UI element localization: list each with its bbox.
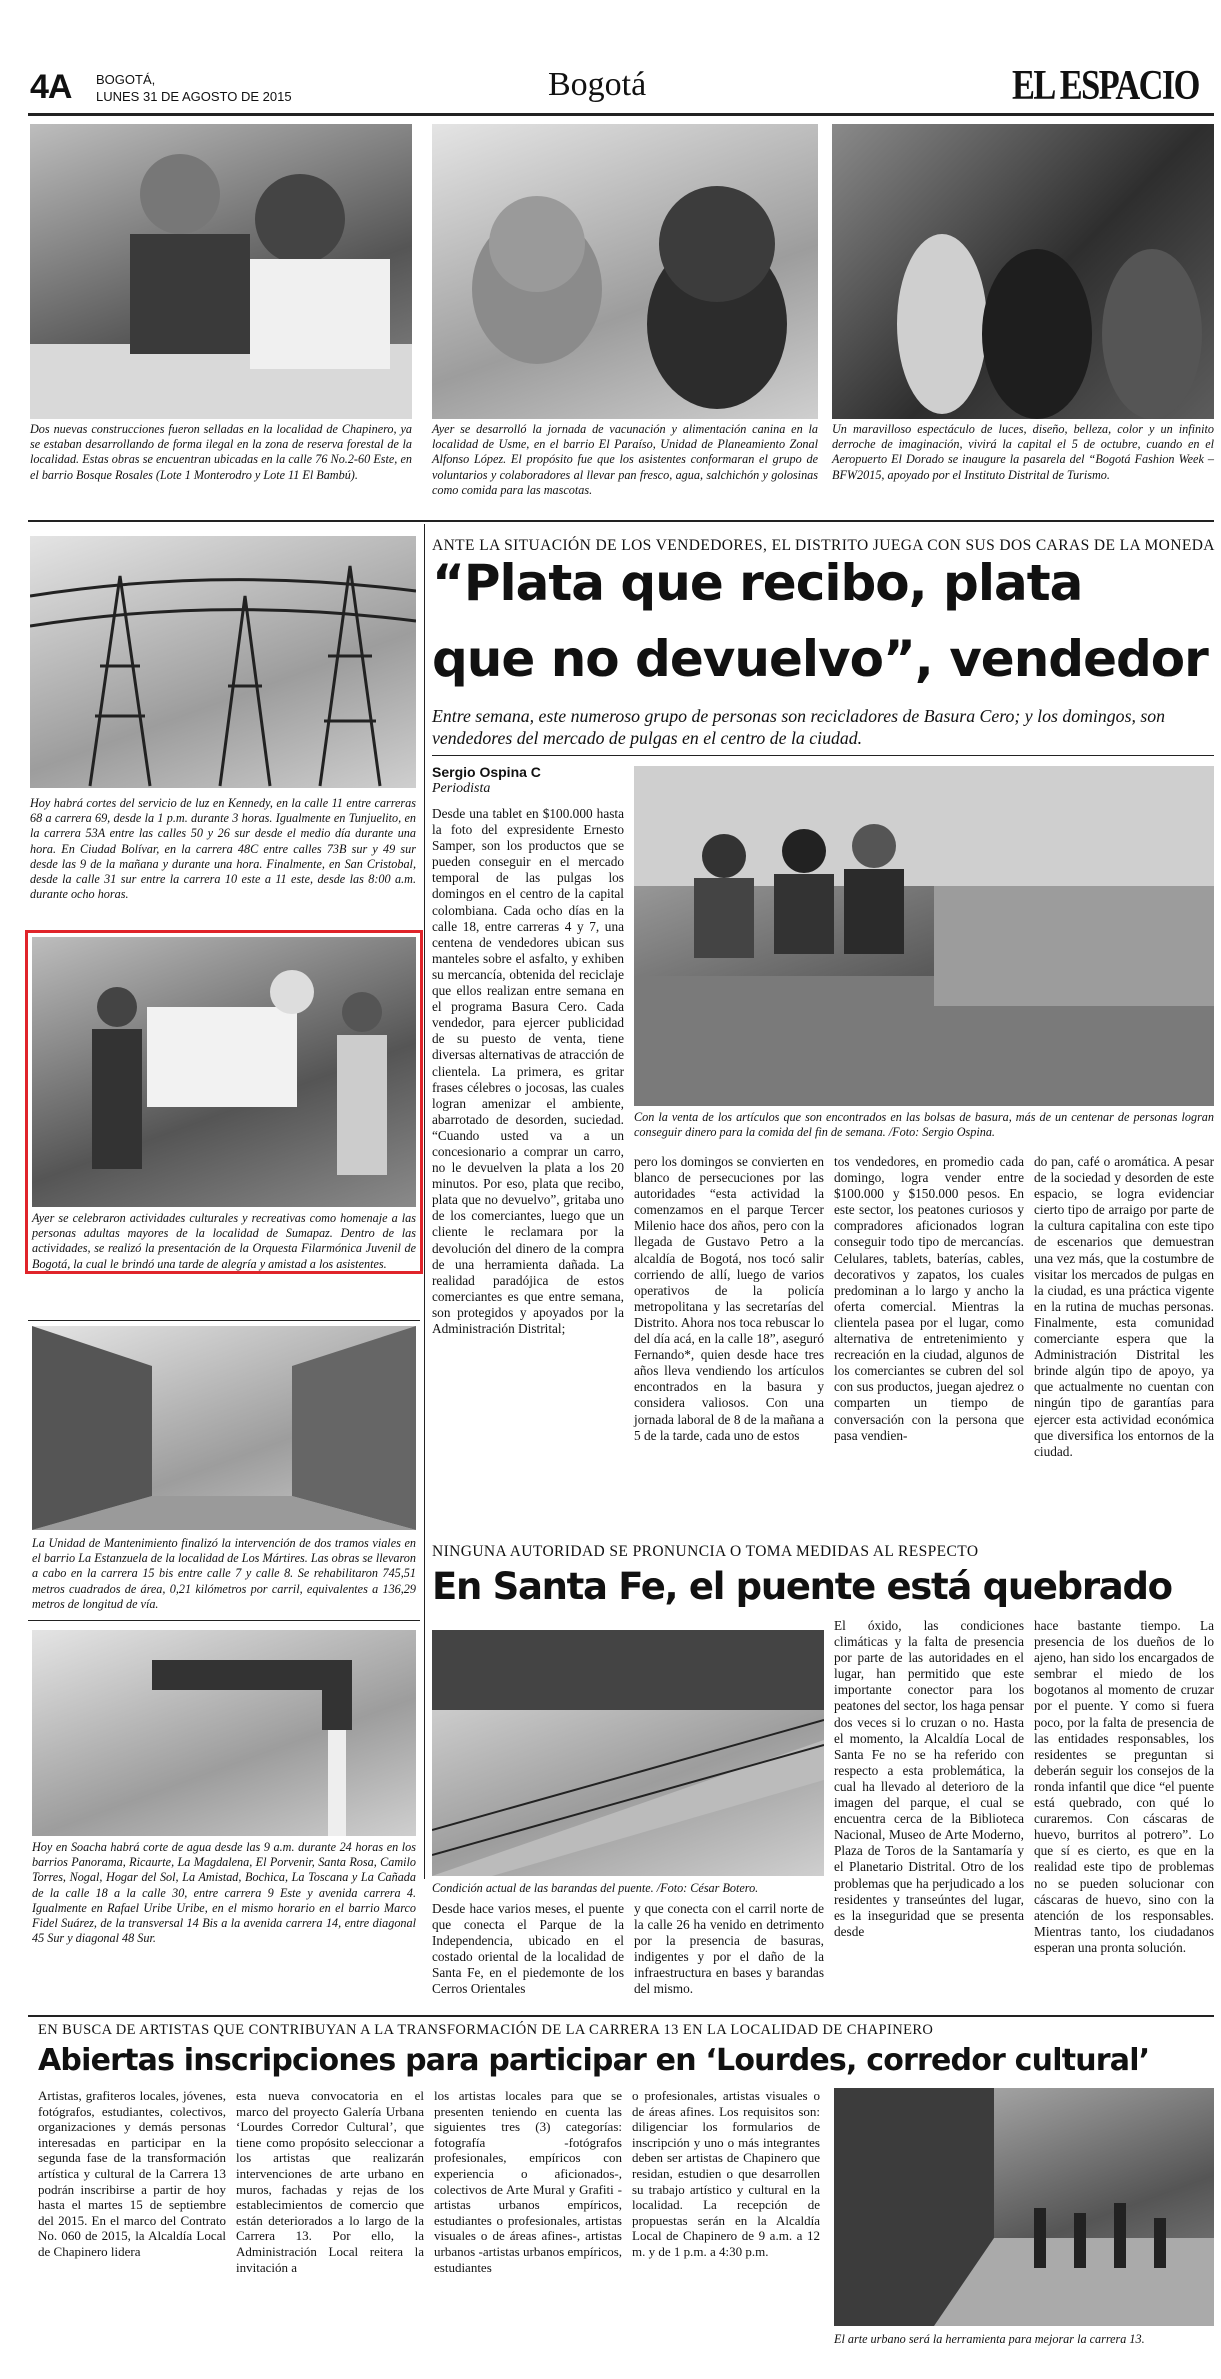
water-tap-photo <box>32 1630 416 1836</box>
fashion-photo <box>832 124 1214 419</box>
bridge-kicker: NINGUNA AUTORIDAD SE PRONUNCIA O TOMA MEDIDAS AL RESPECTO <box>432 1543 979 1560</box>
bridge-column-2: y que conecta con el carril norte de la calle 26 ha venido en detrimento por la presencia de basuras, indigentes y por el daño de la infraestructura en bases y barandas del mismo. <box>634 1901 824 1997</box>
street-art-photo <box>834 2088 1214 2326</box>
top-row-rule <box>28 520 1214 522</box>
deck-rule <box>432 755 1214 756</box>
bridge-column-1: Desde hace varios meses, el puente que conecta el Parque de la Independencia, ubicado en el costado oriental de la localidad de Santa Fe, en el piedemonte de los Cerros Orientales <box>432 1901 624 1997</box>
lead-deck: Entre semana, este numeroso grupo de personas son recicladores de Basura Cero; y los domingos, son vendedores del mercado de pulgas en el centro de la ciudad. <box>432 706 1166 748</box>
top-caption-3: Un maravilloso espectáculo de luces, diseño, belleza, color y un infinito derroche de imaginación, vivirá la capital el 5 de octubre, cuando en el Aeropuerto El Dorado se inaugure la pasarela del “Bogotá Fashion Week – BFW2015, apoyado por el Instituto Distrital de Turismo. <box>832 422 1214 482</box>
sidebar-rule-2 <box>28 1620 420 1621</box>
byline-name: Sergio Ospina C <box>432 764 541 780</box>
flea-market-caption: Con la venta de los artículos que son encontrados en las bolsas de basura, más de un centenar de personas logran conseguir dinero para la comida del fin de semana. /Foto: Sergio Ospina. <box>634 1110 1214 1140</box>
page-number: 4A <box>30 68 72 106</box>
bridge-column-4: hace bastante tiempo. La presencia de los dueños de lo ajeno, han sido los encargados de sembrar el miedo de los bogotanos al momento de cruzar por el puente. Y como si fuera poco, por la falta de presencia de las entidades responsables, los residentes se preguntan si deberán seguir los consejos de la ronda infantil que dice “el puente está quebrado, con qué lo curaremos. Con cáscaras de huevo, burritos al potrero”. Lo que sí es cierto, es que en la realidad este tipo de problemas no se pueden solucionar con cáscaras de huevo, sino con la atención de los responsables. Mientras tanto, los ciudadanos esperan una pronta solución. <box>1034 1618 1214 1955</box>
section-title: Bogotá <box>548 66 647 103</box>
byline-role: Periodista <box>432 781 491 796</box>
top-caption-2: Ayer se desarrolló la jornada de vacunación y alimentación canina en la localidad de Usme, en el barrio El Paraíso, Unidad de Planeamiento Zonal Alfonso López. El propósito fue que los asistentes conformaran el grupo de voluntarios y colaboradores al llevar pan fresco, agua, salchichón y golosinas como comida para las mascotas. <box>432 422 818 497</box>
lead-column-3: tos vendedores, en promedio cada domingo, logra vender entre $100.000 y $150.000 pesos. En este sector, los peatones curiosos y compradores aficionados logran conseguir todo tipo de mercancías. Celulares, tablets, baterías, cables, decorativos y zapatos, los cuales predominan a lo largo y ancho la oferta comercial. Mientras la clientela pasea por el lugar, como alternativa de entretenimiento y recreación en la ciudad, algunos de los comerciantes se cubren del sol con sus productos, juegan ajedrez o comparten un tiempo de conversación con la persona que pasa vendien- <box>834 1154 1024 1443</box>
street-illustration <box>32 1326 416 1530</box>
lead-headline-1: “Plata que recibo, plata <box>432 554 1083 612</box>
group-holding-sign-illustration <box>32 937 416 1207</box>
header-date: LUNES 31 DE AGOSTO DE 2015 <box>96 89 292 104</box>
flea-market-photo <box>634 766 1214 1106</box>
power-tower-illustration <box>30 536 416 788</box>
page-header <box>0 0 1221 122</box>
top-caption-1: Dos nuevas construcciones fueron selladas en la localidad de Chapinero, ya se estaban desarrollando de forma ilegal en la zona de reserva forestal de la localidad. Estas obras se encuentran ubicadas en la calle 76 No.2-60 Este, en el barrio Bosque Rosales (Lote 1 Monterodro y Lote 11 El Bambú). <box>30 422 412 482</box>
construction-photo <box>30 124 412 419</box>
bottom-headline: Abiertas inscripciones para participar en ‘Lourdes, corredor cultural’ <box>38 2043 1150 2078</box>
lead-headline-2: que no devuelvo”, vendedor <box>432 630 1208 688</box>
sidebar-rule-1 <box>28 1320 420 1321</box>
sidebar-caption-1: Hoy habrá cortes del servicio de luz en Kennedy, en la calle 11 entre carreras 68 a carrera 69, desde la 1 p.m. durante 3 horas. Igualmente en Tunjuelito, en la carrera 53A entre las calles 50 y 26 sur desde el medio día durante una hora. En Ciudad Bolívar, en la carrera 48C entre calles 73B sur y 49 sur desde las 9 de la mañana y durante una hora. Finalmente, en San Cristobal, desde la calle 31 sur entre la carrera 10 este a 11 este, desde las 8:00 a.m. durante ocho horas. <box>30 796 416 902</box>
lead-column-2: pero los domingos se convierten en blanco de persecuciones por las autoridades “esta actividad la comenzamos en el parque Tercer Milenio hace dos años, pero con la llegada de Gustavo Petro a la alcaldía de Bogotá, nos tocó salir corriendo de allí, luego de varios operativos de la policía metropolitana y las secretarías del Distrito. Ahora nos toca rebuscar lo del día acá, en la calle 18”, aseguró Fernando*, quien desde hace tres años lleva vendiendo los artículos encontrados en la basura y considera valiosos. Con una jornada laboral de 8 de la mañana a 5 de la tarde, cada uno de estos <box>634 1154 824 1443</box>
brand-logo: EL ESPACIO <box>1012 63 1199 109</box>
bottom-story-rule <box>28 2015 1214 2017</box>
power-lines-photo <box>30 536 416 788</box>
bridge-illustration <box>432 1630 824 1876</box>
street-photo <box>32 1326 416 1530</box>
street-crowd-illustration <box>834 2088 1214 2326</box>
bottom-column-2: esta nueva convocatoria en el marco del proyecto Galería Urbana ‘Lourdes Corredor Cultural’, que tiene como propósito seleccionar a los artistas que realizarán intervenciones de arte urbano en muros, fachadas y rejas de los establecimientos de comercio que están deteriorados a lo largo de la Carrera 13. Por ello, la Administración Local reitera la invitación a <box>236 2088 424 2275</box>
sidebar-caption-4: Hoy en Soacha habrá corte de agua desde las 9 a.m. durante 24 horas en los barrios Panorama, Ricaurte, La Magdalena, El Porvenir, Santa Rosa, Camilo Torres, Nogal, Hogar del Sol, La Amistad, Bochica, La Toscana y La Cañada de la calle 18 a la calle 30, entre carrera 9 Este y avenida carrera 4. Igualmente en Rafael Uribe Uribe, en el mismo horario en el barrio Marco Fidel Suárez, de la transversal 14 Bis a la avenida carrera 14, entre diagonal 45 Sur y diagonal 48 Sur. <box>32 1840 416 1946</box>
vendors-illustration <box>634 766 1214 1106</box>
header-rule <box>28 113 1214 116</box>
bridge-column-3: El óxido, las condiciones climáticas y la falta de presencia por parte de las autoridades en el lugar, han permitido que este importante conector para los peatones del sector, los haga pensar dos veces si lo cruzan o no. Hasta el momento, la Alcaldía Local de Santa Fe no se ha referido con respecto a esta problemática, la cual ha llevado al deterioro de la imagen del parque, el cual se encuentra cerca de la Biblioteca Nacional, Museo de Arte Moderno, Plaza de Toros de la Santamaría y el Planetario Distrital. Otro de los problemas que ha perjudicado a los residentes y transeúntes del lugar, es la inseguridad que se presenta desde <box>834 1618 1024 1939</box>
header-city: BOGOTÁ, <box>96 72 156 87</box>
elderly-photo <box>32 937 416 1207</box>
bridge-caption: Condición actual de las barandas del puente. /Foto: César Botero. <box>432 1881 759 1895</box>
workers-illustration <box>30 124 412 419</box>
sidebar-caption-3: La Unidad de Mantenimiento finalizó la intervención de dos tramos viales en el barrio La Estanzuela de la localidad de Los Mártires. Las obras se llevaron a cabo en la carrera 15 bis entre calle 7 y calle 8. Se rehabilitaron 745,51 metros cuadrados de área, 0,21 kilómetros por carril, equivalentes a 136,29 metros de longitud de vía. <box>32 1536 416 1611</box>
lead-kicker: ANTE LA SITUACIÓN DE LOS VENDEDORES, EL DISTRITO JUEGA CON SUS DOS CARAS DE LA MONEDA <box>432 537 1215 554</box>
runway-models-illustration <box>832 124 1214 419</box>
bottom-kicker: EN BUSCA DE ARTISTAS QUE CONTRIBUYAN A LA TRANSFORMACIÓN DE LA CARRERA 13 EN LA LOCALIDAD DE CHAPINERO <box>38 2022 934 2038</box>
lead-column-1: Desde una tablet en $100.000 hasta la foto del expresidente Ernesto Samper, son los productos que se pueden conseguir en el mercado temporal de las pulgas los domingos en el centro de la capital colombiana. Cada ocho días en la calle 18, entre carreras 4 y 7, una centena de vendedores ubican sus manteles sobre el asfalto, y exhiben su mercancía, obtenida del reciclaje que ellos realizan entre semana en el programa Basura Cero. Cada vendedor, para ejercer publicidad de su puesto de venta, tiene diversas alternativas de atracción de clientela. La primera, es gritar frases célebres o jocosas, las cuales logran amenizar el ambiente, abarrotado de desorden, suciedad. “Cuando usted va a un concesionario a comprar un carro, no le devuelven la plata a los 20 minutos. Por eso, plata que recibo, plata que no devuelvo”, gritaba uno de los comerciantes, luego que un cliente le reclamara por la devolución del dinero de la compra de una herramienta dañada. La realidad paradójica de estos comerciantes es que entre semana, son protegidos y apoyados por la Administración Distrital; <box>432 806 624 1336</box>
faucet-illustration <box>32 1630 416 1836</box>
pets-photo <box>432 124 818 419</box>
bridge-photo <box>432 1630 824 1876</box>
sidebar-caption-2: Ayer se celebraron actividades culturales y recreativas como homenaje a las personas adultas mayores de la localidad de Sumapaz. Dentro de las actividades, se realizó la presentación de la Orquesta Filarmónica Juvenil de Bogotá, la cual le brindó una tarde de alegría y amistad a los asistentes. <box>32 1211 416 1271</box>
bridge-headline: En Santa Fe, el puente está quebrado <box>432 1565 1172 1608</box>
street-art-caption: El arte urbano será la herramienta para mejorar la carrera 13. <box>834 2332 1145 2346</box>
column-divider <box>424 524 425 1879</box>
bottom-column-1: Artistas, grafiteros locales, jóvenes, fotógrafos, estudiantes, colectivos, organizaciones y demás personas interesadas en participar en la segunda fase de la transformación artística y cultural de la Carrera 13 podrán inscribirse a partir de hoy hasta el martes 15 de septiembre del 2015. En el marco del Contrato No. 060 de 2015, la Alcaldía Local de Chapinero lidera <box>38 2088 226 2259</box>
lead-column-4: do pan, café o aromática. A pesar de la sociedad y desorden de este espacio, se logra evidenciar cierto tipo de arraigo por parte de la cultura capitalina con este tipo de escenarios que demuestran una vez más, que la costumbre de visitar los mercados de pulgas en la ciudad, es una práctica vigente en la rutina de muchas personas. Finalmente, esta comunidad comerciante espera que la Administración Distrital les brinde algún tipo de apoyo, ya que actualmente no cuentan con ningún tipo de garantías para ejercer esta actividad económica que diversifica los entornos de la ciudad. <box>1034 1154 1214 1459</box>
kitten-puppy-illustration <box>432 124 818 419</box>
bottom-column-3: los artistas locales para que se presenten teniendo en cuenta las siguientes tres (3) categorías: fotografía -fotógrafos profesionales, empíricos con experiencia o aficionados-, colectivos de Arte Mural y Grafiti -artistas urbanos empíricos, estudiantes o profesionales, artistas visuales o de áreas afines-, artistas urbanos -artistas urbanos empíricos, estudiantes <box>434 2088 622 2275</box>
bottom-column-4: o profesionales, artistas visuales o de áreas afines. Los requisitos son: diligenciar los formularios de inscripción y uno o más integrantes deben ser artistas de Chapinero que residan, estudien o que desarrollen su trabajo artístico y cultural en la localidad. La recepción de propuestas serán en la Alcaldía Local de Chapinero de 9 a.m. a 12 m. y de 1 p.m. a 4:30 p.m. <box>632 2088 820 2259</box>
